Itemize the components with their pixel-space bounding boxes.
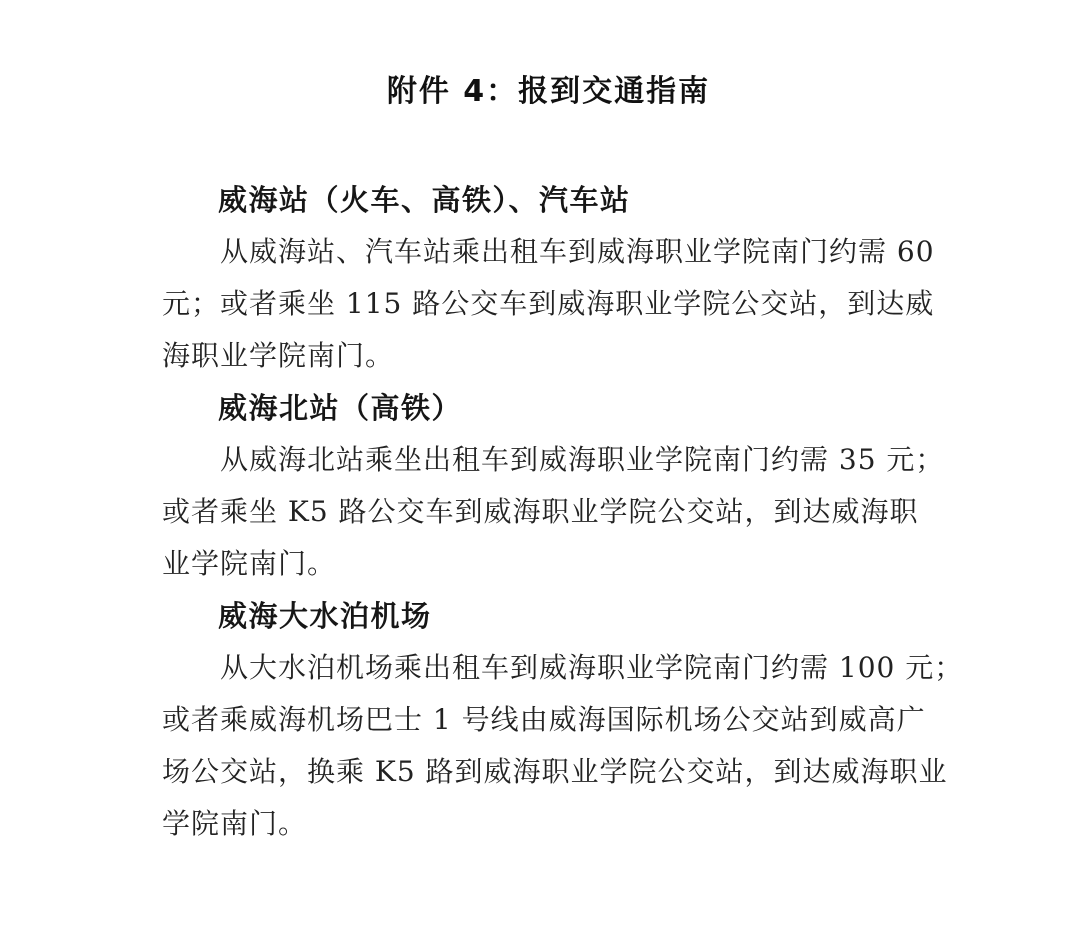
section-heading-dashuibo-airport: 威海大水泊机场 [218, 599, 432, 633]
section-paragraph [162, 226, 935, 382]
paragraph-line: 从威海北站乘坐出租车到威海职业学院南门约需 35 元； [220, 443, 945, 476]
paragraph-line: 元；或者乘坐 115 路公交车到威海职业学院公交站，到达威 [162, 287, 935, 320]
paragraph-line: 从大水泊机场乘出租车到威海职业学院南门约需 100 元； [220, 651, 964, 684]
paragraph-line: 或者乘威海机场巴士 1 号线由威海国际机场公交站到威高广 [162, 703, 926, 736]
section-dashuibo-airport [162, 590, 964, 850]
section-paragraph [162, 434, 945, 590]
section-weihai-station [162, 174, 935, 382]
paragraph-line: 海职业学院南门。 [162, 339, 395, 372]
paragraph-line: 或者乘坐 K5 路公交车到威海职业学院公交站，到达威海职 [162, 495, 919, 528]
paragraph-line: 学院南门。 [162, 807, 308, 840]
paragraph-line: 业学院南门。 [162, 547, 337, 580]
paragraph-line: 从威海站、汽车站乘出租车到威海职业学院南门约需 60 [220, 235, 935, 268]
document-title: 附件 4：报到交通指南 [386, 74, 711, 109]
section-heading-weihai-station: 威海站（火车、高铁）、汽车站 [218, 183, 631, 217]
section-heading-weihai-north-station: 威海北站（高铁） [218, 391, 463, 425]
paragraph-line: 场公交站，换乘 K5 路到威海职业学院公交站，到达威海职业 [162, 755, 948, 788]
section-weihai-north-station [162, 382, 945, 590]
section-paragraph [162, 642, 964, 850]
